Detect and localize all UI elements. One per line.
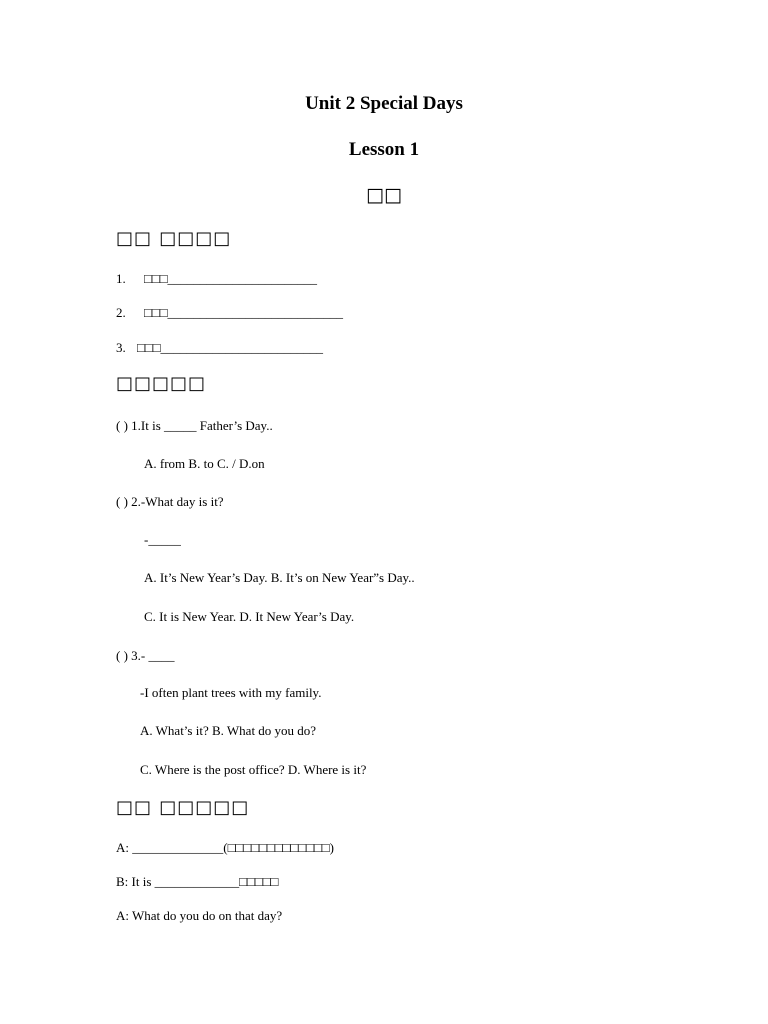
question-2-answer: -_____ <box>144 532 181 547</box>
unit-title: Unit 2 Special Days <box>305 93 463 114</box>
item-text: □□□_______________________ <box>144 271 318 286</box>
dialogue-line-1: A: ______________(□□□□□□□□□□□□□) <box>116 840 334 855</box>
question-1-stem: ( ) 1.It is _____ Father’s Day.. <box>116 418 273 433</box>
question-3-options-a: A. What’s it? B. What do you do? <box>140 723 317 738</box>
dialogue-line-2: B: It is _____________□□□□□ <box>116 874 279 889</box>
section-3-heading: □□ □□□□□ <box>116 797 250 818</box>
question-3-answer: -I often plant trees with my family. <box>140 685 322 700</box>
question-2-options-b: C. It is New Year. D. It New Year’s Day. <box>144 609 355 624</box>
item-number: 3. <box>116 340 126 355</box>
dialogue-line-3: A: What do you do on that day? <box>116 908 283 923</box>
page-subtitle: □□ <box>366 184 402 206</box>
item-text: □□□_________________________ <box>137 340 324 355</box>
item-number: 2. <box>116 305 126 320</box>
section-1-item-2 <box>116 305 343 321</box>
section-2-heading: □□□□□ <box>116 373 207 394</box>
question-2-options-a: A. It’s New Year’s Day. B. It’s on New Year”s Day.. <box>144 570 415 585</box>
section-1-item-1 <box>116 271 317 287</box>
section-1-heading: □□ □□□□ <box>116 228 232 249</box>
item-number: 1. <box>116 271 126 286</box>
question-3-options-b: C. Where is the post office? D. Where is it? <box>140 762 367 777</box>
question-3-stem: ( ) 3.- ____ <box>116 648 175 663</box>
question-1-options: A. from B. to C. / D.on <box>144 456 265 471</box>
lesson-title: Lesson 1 <box>348 139 420 160</box>
item-text: □□□___________________________ <box>144 305 344 320</box>
question-2-stem: ( ) 2.-What day is it? <box>116 494 224 509</box>
section-1-item-3 <box>116 340 323 356</box>
